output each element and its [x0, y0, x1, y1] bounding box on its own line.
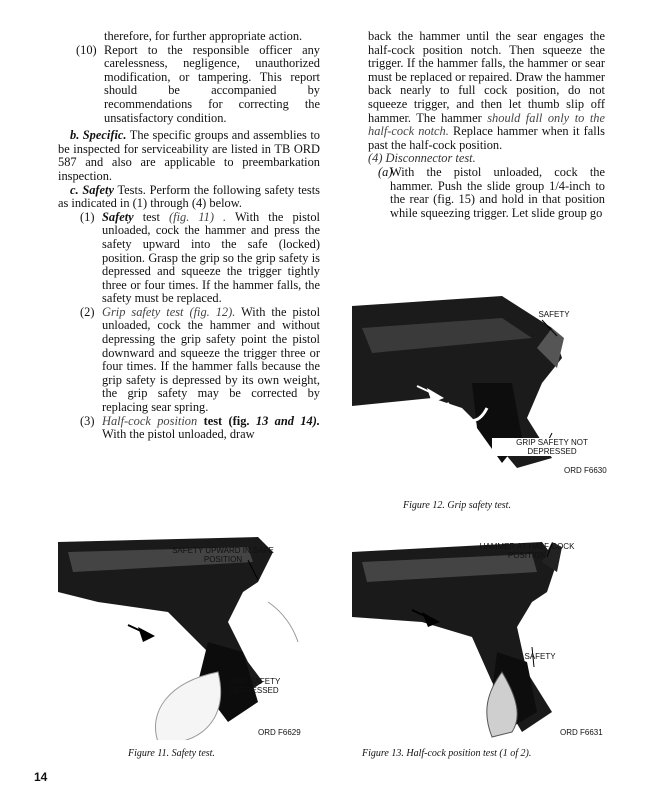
callout-label: HAMMER AT HALF COCK POSITION: [479, 542, 575, 560]
item-label: Grip safety test (fig. 12).: [102, 304, 236, 319]
item-text: Report to the responsible officer any carelessness, negligence, unauthorized modification, or tampering. This report should be accompanied by recommendations for correcting the unsatisfactory condition.: [104, 42, 320, 125]
item-4a: [368, 166, 605, 220]
callout-label: SAFETY: [538, 310, 570, 319]
continued-paragraph: [368, 30, 605, 152]
ord-number: ORD F6629: [258, 728, 301, 737]
figure-13-photo: [352, 532, 620, 740]
paragraph-label: c. Safety: [70, 182, 114, 197]
page-number: 14: [34, 770, 48, 784]
callout-label: GRIP SAFETY NOT DEPRESSED: [492, 438, 612, 456]
figure-reference: 13 and 14).: [255, 413, 320, 428]
item-label-mid: test (fig.: [203, 413, 250, 428]
figure-12-caption: Figure 12. Grip safety test.: [403, 500, 511, 511]
item-10: [58, 44, 320, 126]
item-4-heading: (4) Disconnector test.: [368, 151, 476, 166]
figure-13-caption: Figure 13. Half-cock position test (1 of 2).: [362, 748, 532, 759]
paragraph-text: Tests. Perform the following safety tests as indicated in (1) through (4) below.: [58, 182, 320, 211]
ord-number: ORD F6631: [560, 728, 603, 737]
item-1: [58, 211, 320, 306]
callout-label: GRIP SAFETY DEPRESSED: [227, 677, 281, 695]
callout-label: SAFETY: [524, 652, 556, 661]
item-label: Safety: [102, 209, 134, 224]
ord-number: ORD F6630: [564, 466, 607, 475]
italic-emphasis: should fall only to the half-cock notch.: [368, 110, 605, 139]
pistol-illustration: [352, 532, 620, 740]
paragraph-label: b. Specific.: [70, 128, 127, 143]
item-text: With the pistol unloaded, draw: [102, 427, 255, 442]
item-number: (3): [80, 413, 95, 428]
figure-12-photo: [352, 288, 620, 478]
item-label-mid: test: [142, 209, 160, 224]
left-column: [58, 30, 320, 442]
paragraph-text: back the hammer until the sear engages the half-cock position notch. Then squeeze the trigger. If the hammer falls, the hammer or sear must be replaced or repaired. Draw the hammer back nearly to full cock position, do not squeeze trigger, and then let thumb slip off hammer. The hammer: [368, 29, 605, 125]
figure-11-caption: Figure 11. Safety test.: [128, 748, 215, 759]
item-label: Half-cock position: [102, 413, 198, 428]
item-number: (a): [378, 164, 393, 179]
item-text: With the pistol unloaded, cock the hammer. Push the slide group 1/4-inch to the rear (fig. 15) and hold in that position while squeezing trigger. Let slide group go: [390, 164, 605, 220]
item-text: With the pistol unloaded, cock the hammer and without depressing the grip safety point the pistol downward and squeeze the trigger three or four times. If the hammer falls because the grip safety is depressed by its own weight, the grip safety may be corrected by replacing sear spring.: [102, 304, 321, 415]
item-number: (1): [80, 209, 95, 224]
continued-paragraph: therefore, for further appropriate action.: [104, 29, 303, 43]
right-column: [368, 30, 605, 220]
callout-label: SAFETY UPWARD IN SAFE POSITION: [172, 546, 274, 564]
paragraph-text: The specific groups and assemblies to be inspected for serviceability are listed in TB ORD 587 and also are applicable to preembarkation inspection.: [58, 128, 320, 183]
figure-reference: (fig. 11) .: [169, 209, 227, 224]
item-2: [58, 306, 320, 415]
paragraph-b: [58, 129, 320, 183]
figure-11-photo: [58, 532, 320, 740]
item-3: [58, 415, 320, 442]
paragraph-c: [58, 184, 320, 211]
item-number: (10): [76, 42, 97, 57]
item-number: (2): [80, 304, 95, 319]
paragraph-text: Replace hammer when it falls past the half-cock position.: [368, 124, 605, 152]
item-text: With the pistol unloaded, cock the hammer and press the safety upward into the safe (locked) position. Grasp the grip so the grip safety is depressed and squeeze the trigger tightly three or four times. If the hammer falls, the safety must be replaced.: [102, 209, 320, 306]
